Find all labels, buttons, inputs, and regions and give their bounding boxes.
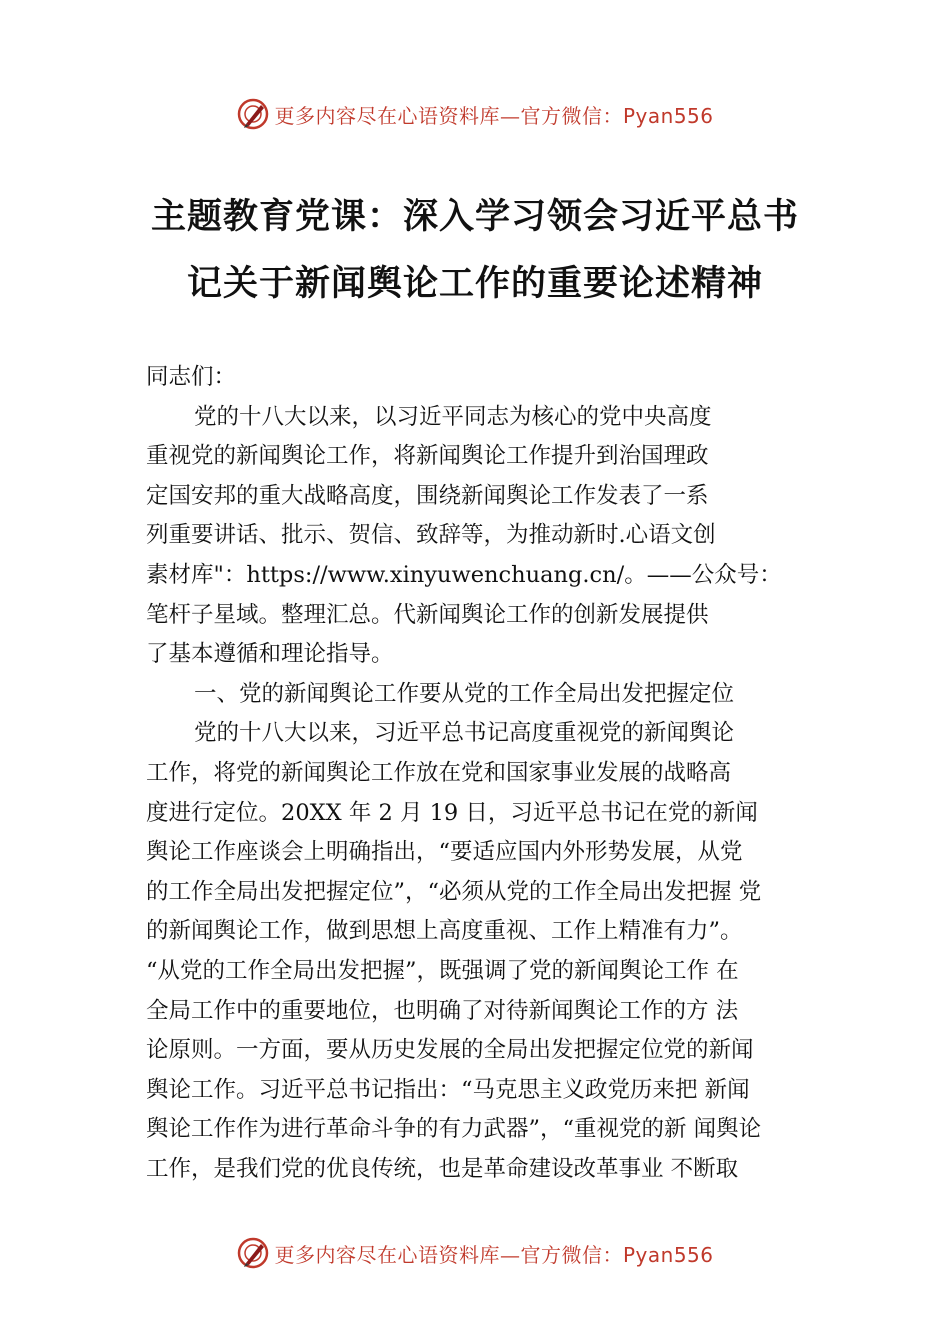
- watermark-text: 更多内容尽在心语资料库—官方微信：: [274, 103, 623, 128]
- document-body: [146, 358, 836, 1189]
- body-line: “从党的工作全局出发把握”，既强调了党的新闻舆论工作 在: [146, 957, 739, 984]
- pen-logo-icon: [236, 1236, 270, 1270]
- body-line: 舆论工作。习近平总书记指出：“马克思主义政党历来把 新闻: [146, 1076, 750, 1103]
- document-title-line-1: 主题教育党课：深入学习领会习近平总书: [150, 196, 799, 237]
- body-line: 舆论工作座谈会上明确指出，“要适应国内外形势发展，从党: [146, 839, 743, 866]
- body-line: 舆论工作作为进行革命斗争的有力武器”，“重视党的新 闻舆论: [146, 1116, 762, 1143]
- watermark-banner-bottom: [0, 1233, 950, 1273]
- watermark-banner-top: [0, 94, 950, 134]
- salutation: 同志们：: [146, 364, 237, 390]
- watermark-account: Pyan556: [622, 103, 714, 128]
- body-line: 定国安邦的重大战略高度，围绕新闻舆论工作发表了一系: [146, 482, 709, 509]
- body-line: 党的十八大以来，以习近平同志为核心的党中央高度: [194, 403, 712, 430]
- body-line: 的新闻舆论工作，做到思想上高度重视、工作上精准有力”。: [146, 918, 743, 945]
- body-line: 度进行定位。20XX 年 2 月 19 日，习近平总书记在党的新闻: [146, 799, 758, 826]
- body-line: 党的十八大以来，习近平总书记高度重视党的新闻舆论: [194, 720, 735, 747]
- document-title-line-2: 记关于新闻舆论工作的重要论述精神: [186, 263, 763, 304]
- body-line: 笔杆子星域。整理汇总。代新闻舆论工作的创新发展提供: [146, 601, 709, 628]
- watermark-text: 更多内容尽在心语资料库—官方微信：: [274, 1242, 623, 1267]
- pen-logo-icon: [236, 97, 270, 131]
- body-line: 重视党的新闻舆论工作，将新闻舆论工作提升到治国理政: [146, 443, 709, 470]
- body-line: 的工作全局出发把握定位”，“必须从党的工作全局出发把握 党: [146, 878, 762, 905]
- body-line: 了基本遵循和理论指导。: [146, 641, 394, 668]
- body-line: 列重要讲话、批示、贺信、致辞等，为推动新时.心语文创: [146, 522, 716, 549]
- section-heading: 一、党的新闻舆论工作要从党的工作全局出发把握定位: [194, 680, 735, 707]
- body-line: 全局工作中的重要地位，也明确了对待新闻舆论工作的方 法: [146, 997, 739, 1024]
- body-line: 素材库"：https://www.xinyuwenchuang.cn/。——公众号：: [146, 561, 782, 588]
- body-line: 工作，将党的新闻舆论工作放在党和国家事业发展的战略高: [146, 759, 732, 786]
- watermark-account: Pyan556: [622, 1242, 714, 1267]
- body-line: 论原则。一方面，要从历史发展的全局出发把握定位党的新闻: [146, 1037, 754, 1064]
- body-line: 工作，是我们党的优良传统，也是革命建设改革事业 不断取: [146, 1155, 739, 1182]
